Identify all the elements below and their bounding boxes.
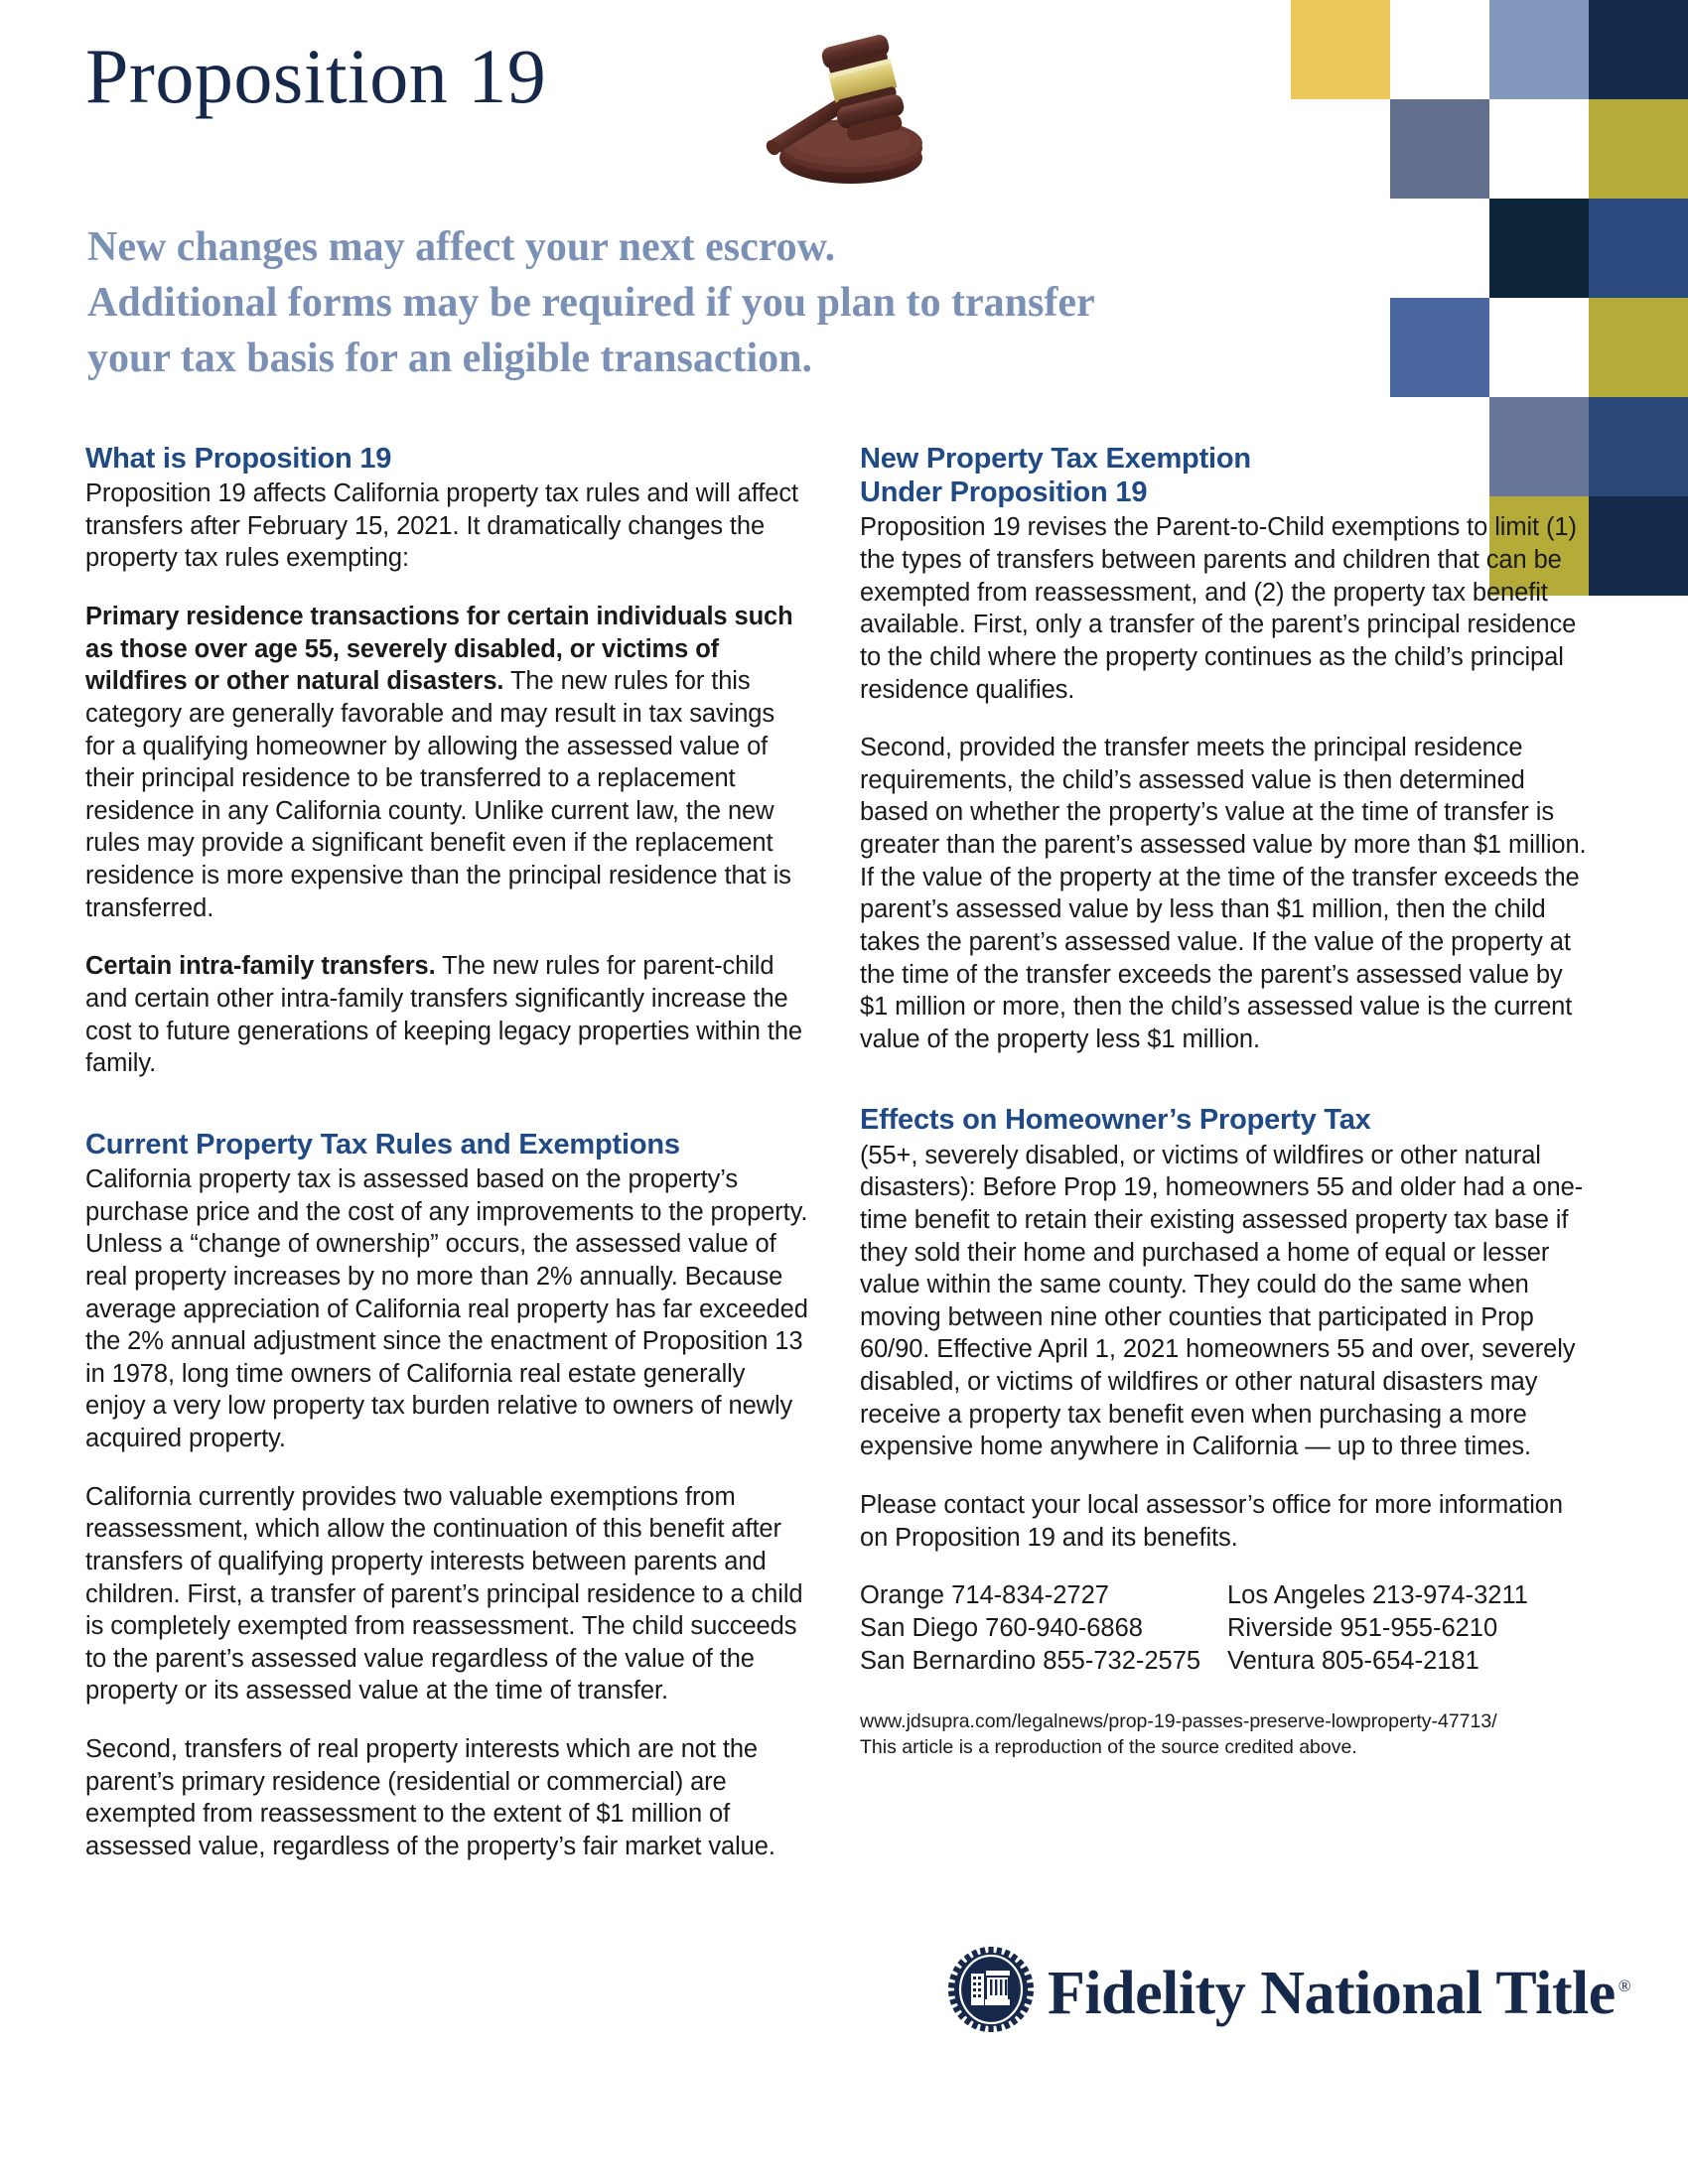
- checker-cell: [1489, 199, 1589, 298]
- subtitle: [87, 220, 1299, 387]
- fidelity-seal-icon: [948, 1946, 1034, 2042]
- section-spacer: [860, 1081, 1595, 1103]
- left-column: [85, 442, 810, 1889]
- checker-cell: [1589, 298, 1688, 397]
- section-spacer: [85, 1106, 810, 1128]
- contact-san-bernardino: San Bernardino 855-732-2575: [860, 1647, 1201, 1676]
- subtitle-line-2: Additional forms may be required if you plan to transfer: [87, 279, 1095, 326]
- paragraph-effects-1: (55+, severely disabled, or victims of wildfires or other natural disasters): Before Prop 19, homeowners 55 and older had a one-time benefit to retain their existing assessed property tax base if they sold their home and purchased a home of equal or lesser value within the same county. They could do the same when moving between nine other counties that participated in Prop 60/90. Effective April 1, 2021 homeowners 55 and over, severely disabled, or victims of wildfires or other natural disasters may receive a property tax benefit even when purchasing a more expensive home anywhere in California — up to three times.: [860, 1141, 1584, 1461]
- brand-name: Fidelity National Title: [1048, 1960, 1616, 2027]
- body-primary-residence: The new rules for this category are generally favorable and may result in tax savings for a qualifying homeowner by allowing the assessed value of their principal residence to be transferred to a replacement residence in any California county. Unlike current law, the new rules may provide a significant benefit even if the replacement residence is more expensive than the principal residence that is transferred.: [85, 667, 791, 922]
- paragraph-effects-2: Please contact your local assessor’s office for more information on Proposition 19 and its benefits.: [860, 1490, 1563, 1552]
- heading-new-property-tax-exemption: [860, 442, 1595, 509]
- paragraph-current-rules-1: California property tax is assessed based on the property’s purchase price and the cost of any improvements to the property. Unless a “change of ownership” occurs, the assessed value of real property increases by no more than 2% annually. Because average appreciation of California real property has far exceeded the 2% annual adjustment since the enactment of Proposition 13 in 1978, long time owners of California real estate generally enjoy a very low property tax burden relative to owners of newly acquired property.: [85, 1165, 808, 1453]
- paragraph-new-exemption-2: Second, provided the transfer meets the principal residence requirements, the child’s assessed value is then determined based on whether the property’s value at the time of transfer is greater than the parent’s assessed value by more than $1 million. If the value of the property at the time of the transfer exceeds the parent’s assessed value by less than $1 million, then the child takes the parent’s assessed value. If the value of the property at the time of the transfer exceeds the parent’s assessed value by $1 million or more, then the child’s assessed value is the current value of the property less $1 million.: [860, 734, 1587, 1053]
- contact-los-angeles: Los Angeles 213-974-3211: [1227, 1581, 1528, 1610]
- gavel-icon: [747, 24, 955, 193]
- heading-new-exemption-line-1: New Property Tax Exemption: [860, 443, 1251, 475]
- contact-orange: Orange 714-834-2727: [860, 1581, 1109, 1610]
- checker-cell: [1589, 0, 1688, 99]
- heading-what-is-proposition-19: What is Proposition 19: [85, 443, 392, 475]
- checker-cell: [1291, 0, 1390, 99]
- body-intra-family: The new rules for parent-child and certain other intra-family transfers significantly increase the cost to future generations of keeping legacy properties within the family.: [85, 952, 803, 1078]
- paragraph-current-rules-2: California currently provides two valuable exemptions from reassessment, which allow the continuation of this benefit after transfers of qualifying property interests between parents and children. First, a transfer of parent’s principal residence to a child is completely exempted from reassessment. The child succeeds to the parent’s assessed value regardless of the value of the property or its assessed value at the time of transfer.: [85, 1482, 803, 1706]
- lead-in-intra-family: Certain intra-family transfers.: [85, 952, 436, 981]
- checker-cell: [1589, 496, 1688, 596]
- checker-cell: [1589, 397, 1688, 496]
- paragraph-primary-residence-transactions: [85, 601, 810, 924]
- lead-in-primary-residence: Primary residence transactions for certain individuals such as those over age 55, severely disabled, or victims of wildfires or other natural disasters.: [85, 603, 793, 696]
- brand-wordmark: [1048, 1960, 1631, 2027]
- checker-cell: [1390, 99, 1489, 199]
- checker-cell: [1589, 99, 1688, 199]
- contact-ventura: Ventura 805-654-2181: [1227, 1647, 1479, 1676]
- paragraph-intra-family-transfers: [85, 950, 810, 1080]
- registered-trademark-icon: ®: [1618, 1977, 1631, 1996]
- source-credit: [860, 1708, 1595, 1760]
- source-note: This article is a reproduction of the source credited above.: [860, 1735, 1357, 1758]
- paragraph-current-rules-3: Second, transfers of real property interests which are not the parent’s primary residence (residential or commercial) are exempted from reassessment to the extent of $1 million of assessed value, regardless of the property’s fair market value.: [85, 1735, 775, 1860]
- paragraph-what-is-proposition-19: Proposition 19 affects California property tax rules and will affect transfers after February 15, 2021. It dramatically changes the property tax rules exempting:: [85, 479, 798, 573]
- contact-san-diego: San Diego 760-940-6868: [860, 1614, 1143, 1643]
- fidelity-national-title-logo: [948, 1944, 1631, 2043]
- source-url[interactable]: www.jdsupra.com/legalnews/prop-19-passes-preserve-lowproperty-47713/: [860, 1709, 1497, 1732]
- checker-cell: [1489, 0, 1589, 99]
- checker-cell: [1589, 199, 1688, 298]
- heading-effects-on-homeowners-property-tax: Effects on Homeowner’s Property Tax: [860, 1104, 1371, 1137]
- heading-new-exemption-line-2: Under Proposition 19: [860, 477, 1148, 509]
- subtitle-line-3: your tax basis for an eligible transaction.: [87, 335, 812, 381]
- right-column: [860, 442, 1595, 1760]
- contact-column-left: [860, 1579, 1227, 1678]
- assessor-contact-list: [860, 1579, 1595, 1678]
- contact-column-right: [1227, 1579, 1595, 1678]
- checker-cell: [1390, 298, 1489, 397]
- subtitle-line-1: New changes may affect your next escrow.: [87, 224, 836, 270]
- contact-riverside: Riverside 951-955-6210: [1227, 1614, 1498, 1643]
- page-title: Proposition 19: [85, 33, 547, 119]
- paragraph-new-exemption-1: Proposition 19 revises the Parent-to-Child exemptions to limit (1) the types of transfers between parents and children that can be exempted from reassessment, and (2) the property tax benefit available. First, only a transfer of the parent’s principal residence to the child where the property continues as the child’s principal residence qualifies.: [860, 513, 1577, 704]
- heading-current-property-tax-rules: Current Property Tax Rules and Exemptions: [85, 1128, 680, 1160]
